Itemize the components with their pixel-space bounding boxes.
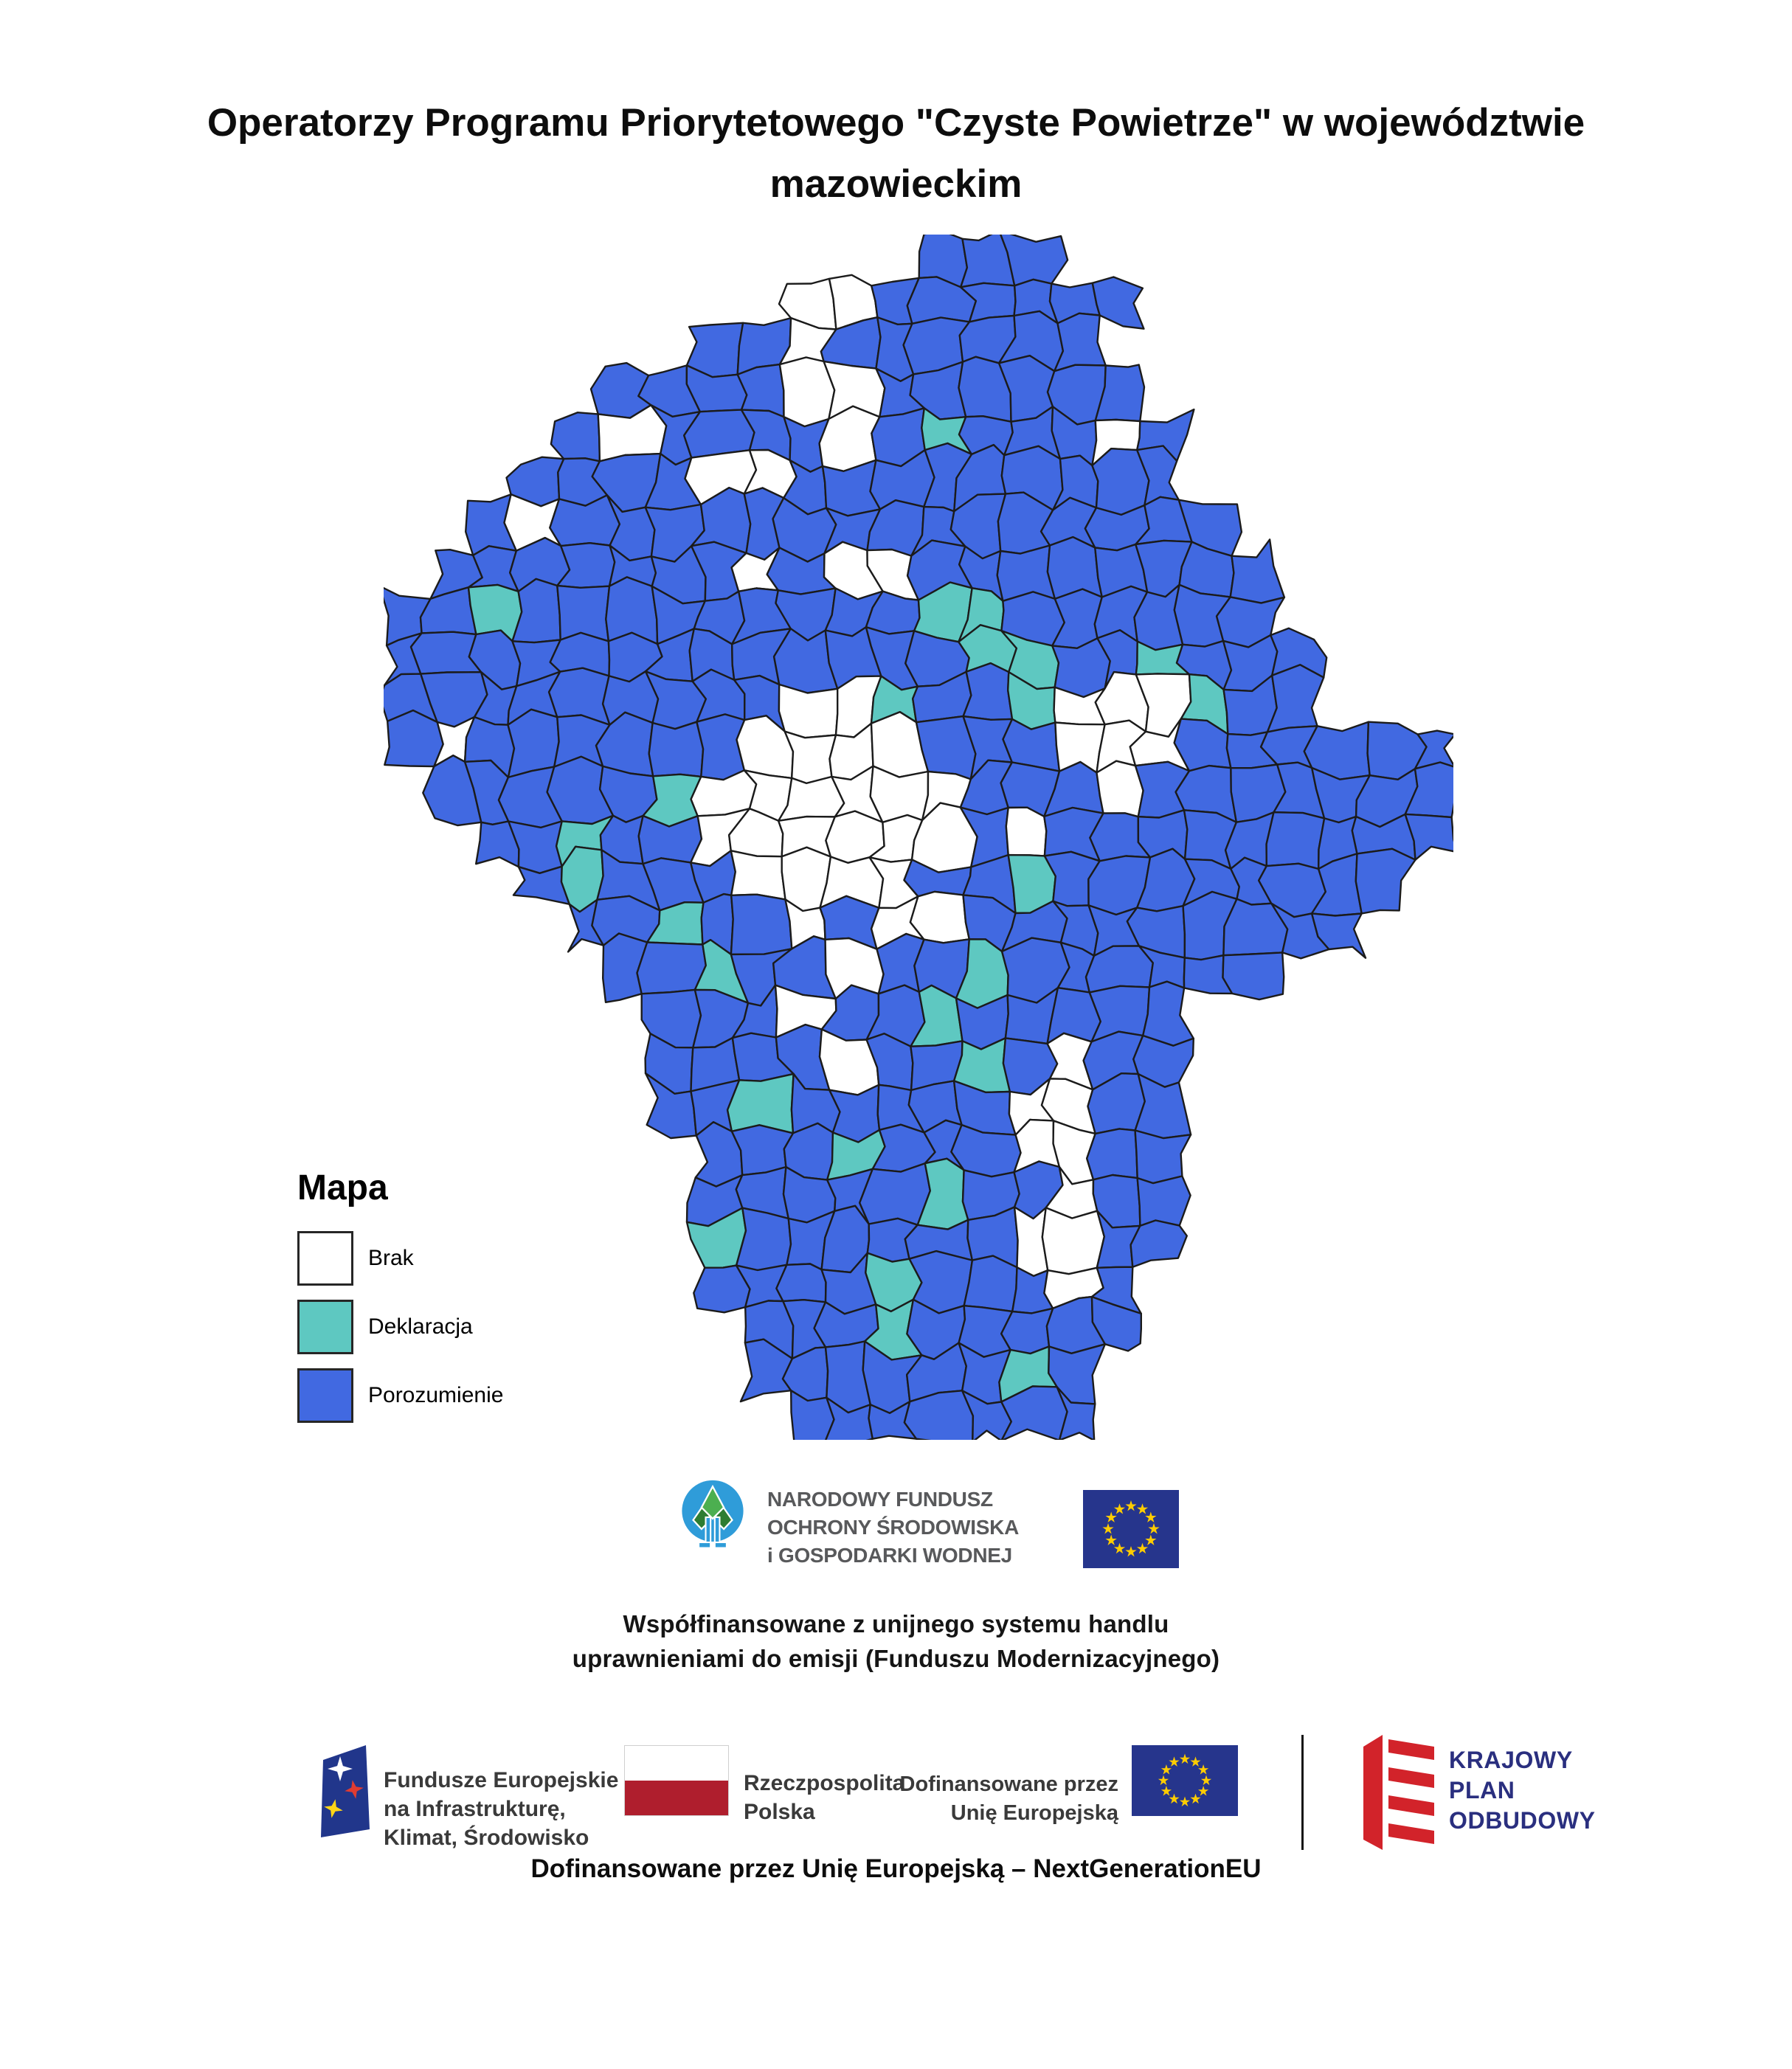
cofunding-note-line-2: uprawnieniami do emisji (Funduszu Modernizacyjnego) (572, 1645, 1220, 1672)
legend-swatch-porozumienie (297, 1368, 353, 1423)
kpo-logo-icon (1363, 1735, 1437, 1850)
municipality-cell (1131, 1221, 1187, 1267)
poland-flag-white (625, 1746, 728, 1781)
municipality-cell (779, 685, 837, 738)
municipality-cell (736, 1208, 791, 1270)
municipality-cell (1267, 812, 1325, 869)
nfosigw-logo (677, 1478, 1019, 1570)
title-line-1: Operatorzy Programu Priorytetowego "Czyste Powietrze" w województwie (207, 101, 1585, 145)
poland-flag-icon (624, 1745, 729, 1816)
legend-label-porozumienie: Porozumienie (368, 1383, 504, 1407)
kpo-logo-text (1449, 1745, 1596, 1836)
eu-flag-icon (1083, 1490, 1179, 1568)
fe-line-3: Klimat, Środowisko (384, 1826, 589, 1850)
map-legend (297, 1168, 503, 1438)
municipality-cell (1042, 1207, 1104, 1274)
municipality-cell (997, 546, 1055, 601)
kpo-line-3: ODBUDOWY (1449, 1807, 1596, 1834)
municipality-cell (1087, 1129, 1138, 1179)
legend-label-brak: Brak (368, 1246, 414, 1270)
title-line-2: mazowieckim (769, 162, 1023, 206)
kpo-line-1: KRAJOWY (1449, 1747, 1573, 1773)
fe-logo-text (384, 1766, 618, 1852)
municipality-cell (1267, 665, 1324, 732)
kpo-line-2: PLAN (1449, 1777, 1515, 1803)
legend-item-porozumienie (297, 1369, 503, 1422)
municipality-cell (964, 663, 1012, 720)
legend-title: Mapa (297, 1168, 388, 1207)
municipality-cell (551, 412, 600, 461)
nfosigw-logo-text (767, 1486, 1019, 1570)
poland-flag-red (625, 1781, 728, 1815)
municipality-cell (727, 1074, 794, 1133)
municipality-cell (1223, 952, 1284, 999)
fe-logo-icon (317, 1744, 372, 1840)
cofunding-note (0, 1607, 1792, 1676)
logo-divider (1301, 1735, 1304, 1850)
municipality-cell (1054, 313, 1106, 371)
municipality-cell (1093, 277, 1144, 329)
municipality-cell (1138, 1176, 1191, 1226)
rp-line-2: Polska (744, 1800, 815, 1824)
nfosigw-logo-icon (677, 1478, 748, 1555)
choropleth-map (384, 235, 1453, 1440)
municipality-cell (731, 895, 792, 954)
municipality-cell (649, 722, 703, 777)
municipality-cell (731, 850, 786, 899)
municipality-cell (1143, 982, 1194, 1046)
municipality-cell (1135, 1131, 1191, 1184)
municipality-cell (637, 943, 706, 994)
municipality-cell (1048, 537, 1102, 599)
municipality-cell (1231, 539, 1284, 603)
legend-label-deklaracja: Deklaracja (368, 1314, 473, 1339)
municipality-cell (776, 1264, 826, 1303)
legend-item-deklaracja (297, 1300, 503, 1354)
eu-flag-icon-bottom (1132, 1745, 1238, 1816)
municipality-cell (421, 587, 476, 634)
municipality-cell (696, 714, 744, 780)
municipality-cell (1356, 849, 1416, 914)
eu-funding-line-2: Unię Europejską (950, 1801, 1118, 1825)
page-title (0, 93, 1792, 215)
fe-line-1: Fundusze Europejskie (384, 1768, 619, 1792)
nfosigw-line-2: OCHRONY ŚRODOWISKA (767, 1516, 1019, 1539)
municipality-cell (1006, 808, 1047, 856)
nfosigw-line-3: i GOSPODARKI WODNEJ (767, 1544, 1012, 1567)
rp-line-1: Rzeczpospolita (744, 1771, 905, 1795)
eu-funding-line-1: Dofinansowane przez (899, 1772, 1118, 1796)
footer-text: Dofinansowane przez Unię Europejską – NextGenerationEU (530, 1854, 1262, 1883)
fe-line-2: na Infrastrukturę, (384, 1797, 566, 1821)
eu-funding-text (875, 1770, 1118, 1828)
legend-swatch-brak (297, 1231, 353, 1286)
cofunding-note-line-1: Współfinansowane z unijnego systemu handlu (623, 1610, 1169, 1637)
legend-item-brak (297, 1232, 503, 1285)
nfosigw-line-1: NARODOWY FUNDUSZ (767, 1488, 993, 1511)
municipality-cell (964, 1256, 1017, 1311)
municipality-cell (738, 364, 784, 417)
municipality-cell (785, 732, 836, 783)
legend-swatch-deklaracja (297, 1300, 353, 1354)
